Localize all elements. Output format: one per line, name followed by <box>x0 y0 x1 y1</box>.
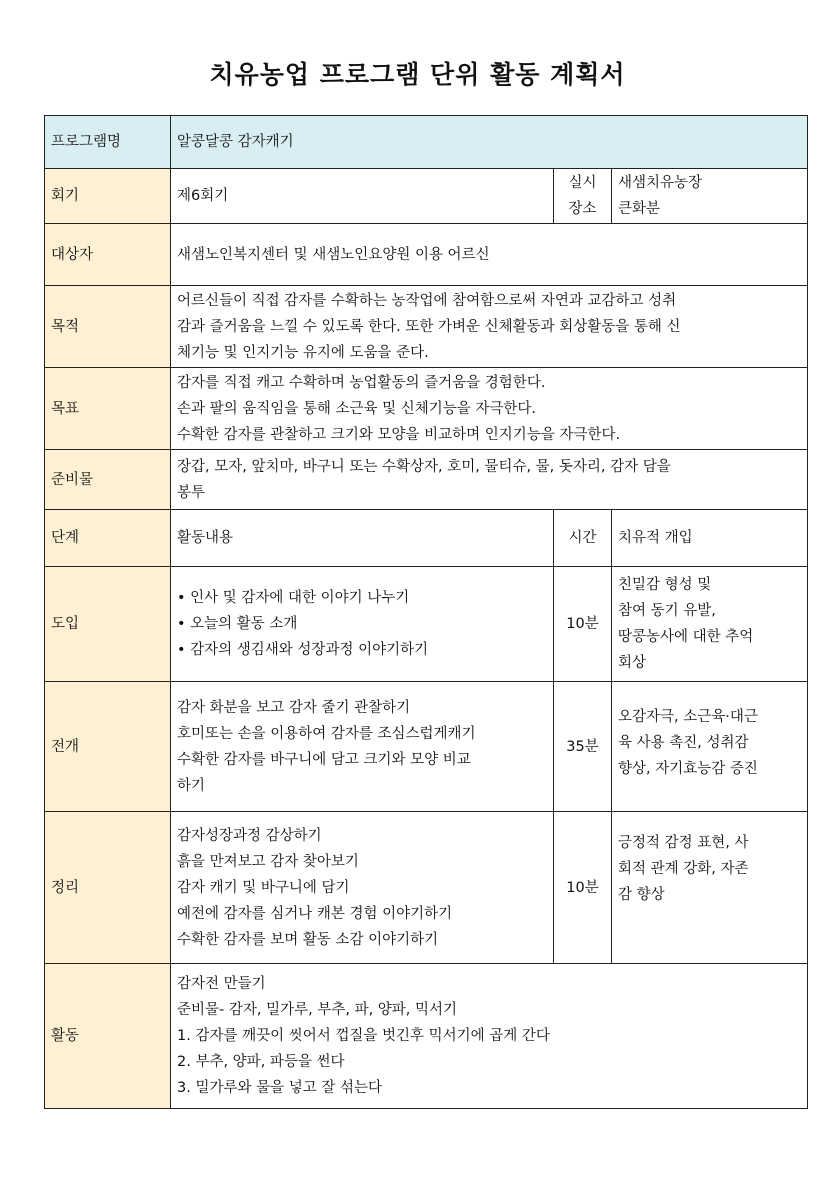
header-row <box>45 510 808 567</box>
goal-label: 목표 <box>45 368 171 450</box>
stage-intervention <box>612 812 808 964</box>
activity-line: 하기 <box>177 777 206 794</box>
extra-line: 감자전 만들기 <box>177 976 266 992</box>
activity-line: • 감자의 생김새와 성장과정 이야기하기 <box>177 642 429 658</box>
place-label-line-1: 실시 <box>568 175 597 191</box>
materials-label: 준비물 <box>45 450 171 510</box>
program-row <box>45 116 808 169</box>
activity-line: 예전에 감자를 심거나 캐본 경험 이야기하기 <box>177 905 453 922</box>
program-value: 알콩달콩 감자캐기 <box>171 116 808 169</box>
target-value: 새샘노인복지센터 및 새샘노인요양원 이용 어르신 <box>171 224 808 286</box>
program-label: 프로그램명 <box>45 116 171 169</box>
stage-name: 정리 <box>45 812 171 964</box>
purpose-line: 어르신들이 직접 감자를 수확하는 농작업에 참여함으로써 자연과 교감하고 성취 <box>177 292 677 309</box>
extra-line: 준비물- 감자, 밀가루, 부추, 파, 양파, 믹서기 <box>177 1002 458 1018</box>
activity-plan-table <box>44 115 808 1109</box>
extra-value <box>171 964 808 1109</box>
activity-line: • 오늘의 활동 소개 <box>177 616 298 632</box>
intervention-line: 긍정적 감정 표현, 사 <box>618 835 749 851</box>
intervention-line: 참여 동기 유발, <box>618 603 716 619</box>
goal-row <box>45 368 808 450</box>
goal-line: 감자를 직접 캐고 수확하며 농업활동의 즐거움을 경험한다. <box>177 374 546 391</box>
stage-time: 10분 <box>554 812 612 964</box>
intervention-line: 땅콩농사에 대한 추억 <box>618 629 754 645</box>
document-title: 치유농업 프로그램 단위 활동 계획서 <box>209 60 626 89</box>
activity-line: 수확한 감자를 바구니에 담고 크기와 모양 비교 <box>177 751 471 768</box>
header-intervention: 치유적 개입 <box>612 510 808 567</box>
extra-label: 활동 <box>45 964 171 1109</box>
intervention-line: 회적 관계 강화, 자존 <box>618 861 749 877</box>
place-label-line-2: 장소 <box>568 201 597 217</box>
intervention-line: 친밀감 형성 및 <box>618 577 712 593</box>
session-value: 제6회기 <box>171 169 554 224</box>
purpose-label: 목적 <box>45 286 171 368</box>
place-value-line-1: 새샘치유농장 <box>618 175 703 191</box>
purpose-value <box>171 286 808 368</box>
intervention-line: 오감자극, 소근육·대근 <box>618 709 758 725</box>
goal-value <box>171 368 808 450</box>
goal-line: 수확한 감자를 관찰하고 크기와 모양을 비교하며 인지기능을 자극한다. <box>177 426 621 443</box>
intervention-line: 감 향상 <box>618 887 665 903</box>
stage-time: 35분 <box>554 682 612 812</box>
stage-intervention <box>612 567 808 682</box>
header-time: 시간 <box>554 510 612 567</box>
extra-line: 3. 밀가루와 물을 넣고 잘 섞는다 <box>177 1080 382 1096</box>
extra-line: 2. 부추, 양파, 파등을 썬다 <box>177 1054 345 1070</box>
activity-line: 호미또는 손을 이용하여 감자를 조심스럽게캐기 <box>177 725 476 742</box>
materials-value <box>171 450 808 510</box>
place-value-line-2: 큰화분 <box>618 201 661 217</box>
materials-line: 장갑, 모자, 앞치마, 바구니 또는 수확상자, 호미, 물티슈, 물, 돗자리, 감자 담을 <box>177 458 671 475</box>
intervention-line: 육 사용 촉진, 성취감 <box>618 735 749 751</box>
place-label <box>554 169 612 224</box>
materials-row <box>45 450 808 510</box>
place-value <box>612 169 808 224</box>
stage-activities <box>171 812 554 964</box>
materials-line: 봉투 <box>177 484 206 501</box>
purpose-line: 감과 즐거움을 느낄 수 있도록 한다. 또한 가벼운 신체활동과 회상활동을 통해 신 <box>177 318 681 335</box>
stage-name: 도입 <box>45 567 171 682</box>
extra-line: 1. 감자를 깨끗이 씻어서 껍질을 벗긴후 믹서기에 곱게 간다 <box>177 1028 550 1044</box>
activity-line: 수확한 감자를 보며 활동 소감 이야기하기 <box>177 931 439 948</box>
target-row <box>45 224 808 286</box>
header-activity: 활동내용 <box>171 510 554 567</box>
purpose-line: 체기능 및 인지기능 유지에 도움을 준다. <box>177 344 429 361</box>
stage-row-intro <box>45 567 808 682</box>
stage-intervention <box>612 682 808 812</box>
session-label: 회기 <box>45 169 171 224</box>
activity-line: 감자 캐기 및 바구니에 담기 <box>177 879 350 896</box>
extra-activity-row <box>45 964 808 1109</box>
activity-line: 감자 화분을 보고 감자 줄기 관찰하기 <box>177 699 411 716</box>
activity-line: 흙을 만져보고 감자 찾아보기 <box>177 853 359 870</box>
purpose-row <box>45 286 808 368</box>
intervention-line: 회상 <box>618 655 647 671</box>
stage-activities <box>171 682 554 812</box>
stage-time: 10분 <box>554 567 612 682</box>
stage-row-development <box>45 682 808 812</box>
target-label: 대상자 <box>45 224 171 286</box>
stage-activities <box>171 567 554 682</box>
intervention-line: 향상, 자기효능감 증진 <box>618 761 758 777</box>
goal-line: 손과 팔의 움직임을 통해 소근육 및 신체기능을 자극한다. <box>177 400 537 417</box>
activity-line: 감자성장과정 감상하기 <box>177 827 322 844</box>
header-stage: 단계 <box>45 510 171 567</box>
stage-row-wrapup <box>45 812 808 964</box>
stage-name: 전개 <box>45 682 171 812</box>
activity-line: • 인사 및 감자에 대한 이야기 나누기 <box>177 590 410 606</box>
session-row <box>45 169 808 224</box>
